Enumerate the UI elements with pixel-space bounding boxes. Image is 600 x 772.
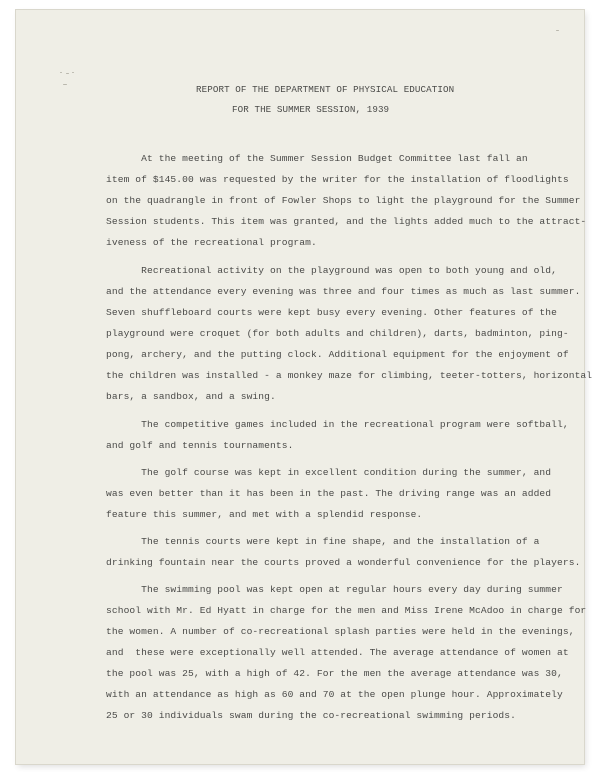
body-line-18: The tennis courts were kept in fine shape, and the installation of a bbox=[106, 536, 540, 547]
document-page bbox=[16, 10, 593, 764]
body-line-5: iveness of the recreational program. bbox=[106, 237, 317, 248]
body-line-15: The golf course was kept in excellent condition during the summer, and bbox=[106, 467, 552, 478]
body-line-24: the pool was 25, with a high of 42. For the men the average attendance was 30, bbox=[106, 668, 563, 679]
body-line-19: drinking fountain near the courts proved a wonderful convenience for the players. bbox=[106, 557, 581, 568]
body-line-21: school with Mr. Ed Hyatt in charge for the men and Miss Irene McAdoo in charge for bbox=[106, 605, 587, 616]
document-title-line-1: REPORT OF THE DEPARTMENT OF PHYSICAL EDUCATION bbox=[196, 84, 455, 95]
paper-speck bbox=[63, 84, 67, 85]
body-line-17: feature this summer, and met with a splendid response. bbox=[106, 509, 423, 520]
body-line-22: the women. A number of co-recreational splash parties were held in the evenings, bbox=[106, 626, 575, 637]
body-line-9: playground were croquet (for both adults and children), darts, badminton, ping- bbox=[106, 328, 569, 339]
body-line-7: and the attendance every evening was three and four times as much as last summer. bbox=[106, 286, 581, 297]
body-line-13: The competitive games included in the recreational program were softball, bbox=[106, 419, 569, 430]
body-line-1: At the meeting of the Summer Session Budget Committee last fall an bbox=[106, 153, 528, 164]
paper-speck bbox=[556, 30, 559, 31]
body-line-14: and golf and tennis tournaments. bbox=[106, 440, 294, 451]
body-line-2: item of $145.00 was requested by the writer for the installation of floodlights bbox=[106, 174, 569, 185]
body-line-23: and these were exceptionally well attended. The average attendance of women at bbox=[106, 647, 569, 658]
body-line-8: Seven shuffleboard courts were kept busy every evening. Other features of the bbox=[106, 307, 558, 318]
paper-speck bbox=[60, 72, 62, 73]
body-line-11: the children was installed - a monkey maze for climbing, teeter-totters, horizontal bbox=[106, 370, 593, 381]
body-line-4: Session students. This item was granted, and the lights added much to the attract- bbox=[106, 216, 587, 227]
document-title-line-2: FOR THE SUMMER SESSION, 1939 bbox=[232, 104, 390, 115]
body-line-16: was even better than it has been in the past. The driving range was an added bbox=[106, 488, 552, 499]
body-line-26: 25 or 30 individuals swam during the co-recreational swimming periods. bbox=[106, 710, 517, 721]
body-line-10: pong, archery, and the putting clock. Additional equipment for the enjoyment of bbox=[106, 349, 569, 360]
body-line-25: with an attendance as high as 60 and 70 at the open plunge hour. Approximately bbox=[106, 689, 563, 700]
body-line-20: The swimming pool was kept open at regular hours every day during summer bbox=[106, 584, 563, 595]
body-line-12: bars, a sandbox, and a swing. bbox=[106, 391, 276, 402]
body-line-6: Recreational activity on the playground was open to both young and old, bbox=[106, 265, 558, 276]
body-line-3: on the quadrangle in front of Fowler Shops to light the playground for the Summer bbox=[106, 195, 581, 206]
paper-speck bbox=[72, 72, 74, 73]
paper-speck bbox=[66, 73, 69, 74]
